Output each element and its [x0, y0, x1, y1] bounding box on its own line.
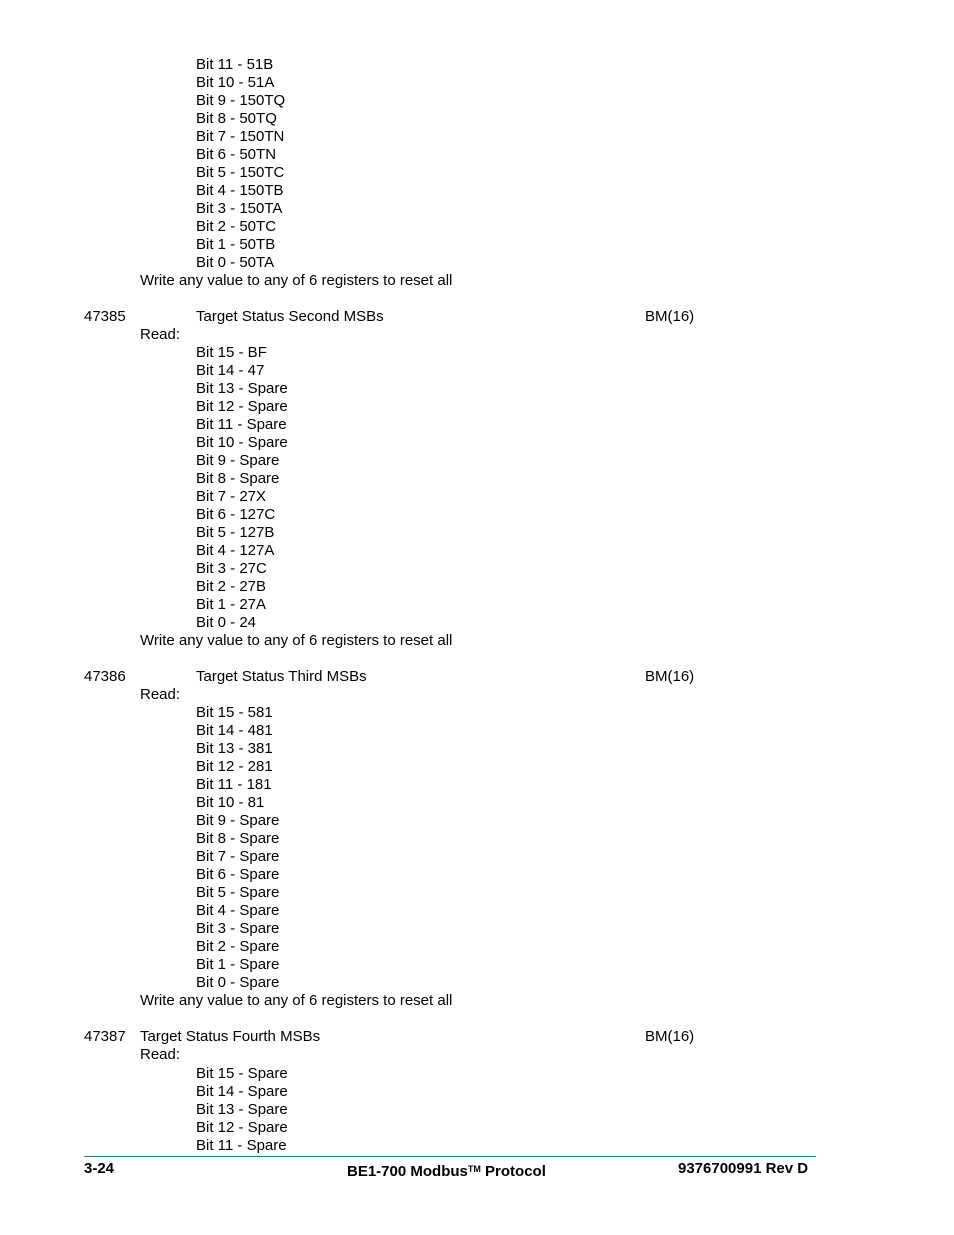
read-label: Read: — [140, 686, 181, 703]
bit-line: Bit 1 - 27A — [196, 596, 267, 613]
bit-line: Bit 14 - 481 — [196, 722, 273, 739]
bit-line: Bit 11 - 181 — [196, 776, 272, 793]
bit-line: Bit 4 - 127A — [196, 542, 275, 559]
bit-line: Bit 3 - 27C — [196, 560, 267, 577]
bit-line: Bit 8 - 50TQ — [196, 110, 277, 127]
bit-line: Bit 14 - 47 — [196, 362, 265, 379]
footer-divider — [84, 1156, 816, 1157]
register-number: 47386 — [84, 668, 126, 685]
bit-line: Bit 8 - Spare — [196, 470, 280, 487]
bit-line: Bit 9 - Spare — [196, 452, 280, 469]
bit-line: Bit 8 - Spare — [196, 830, 280, 847]
register-number: 47387 — [84, 1028, 126, 1045]
footer-title — [347, 1160, 546, 1181]
register-name: Target Status Second MSBs — [196, 308, 384, 325]
bit-line: Bit 5 - Spare — [196, 884, 280, 901]
bit-line: Bit 7 - 150TN — [196, 128, 285, 145]
bit-line: Bit 13 - 381 — [196, 740, 273, 757]
bit-line: Bit 10 - 81 — [196, 794, 265, 811]
trademark-mark: TM — [467, 1164, 481, 1174]
reset-note: Write any value to any of 6 registers to reset all — [140, 992, 453, 1009]
bit-line: Bit 4 - 150TB — [196, 182, 284, 199]
register-type: BM(16) — [645, 1028, 695, 1045]
register-name: Target Status Fourth MSBs — [140, 1028, 321, 1045]
bit-line: Bit 3 - 150TA — [196, 200, 283, 217]
register-type: BM(16) — [645, 668, 695, 685]
reset-note: Write any value to any of 6 registers to reset all — [140, 632, 453, 649]
page-number: 3-24 — [84, 1160, 115, 1177]
bit-line: Bit 12 - Spare — [196, 1119, 288, 1136]
register-type: BM(16) — [645, 308, 695, 325]
bit-line: Bit 2 - Spare — [196, 938, 280, 955]
bit-line: Bit 5 - 150TC — [196, 164, 285, 181]
bit-line: Bit 11 - Spare — [196, 1137, 287, 1154]
bit-line: Bit 0 - Spare — [196, 974, 280, 991]
bit-line: Bit 11 - Spare — [196, 416, 287, 433]
bit-line: Bit 10 - Spare — [196, 434, 288, 451]
bit-line: Bit 4 - Spare — [196, 902, 280, 919]
bit-line: Bit 5 - 127B — [196, 524, 275, 541]
bit-line: Bit 2 - 50TC — [196, 218, 277, 235]
bit-line: Bit 7 - Spare — [196, 848, 280, 865]
footer-title-main: BE1-700 Modbus — [347, 1163, 468, 1180]
bit-line: Bit 11 - 51B — [196, 56, 274, 73]
bit-line: Bit 12 - Spare — [196, 398, 288, 415]
bit-line: Bit 0 - 50TA — [196, 254, 275, 271]
bit-line: Bit 13 - Spare — [196, 380, 288, 397]
bit-line: Bit 7 - 27X — [196, 488, 267, 505]
bit-line: Bit 9 - Spare — [196, 812, 280, 829]
bit-line: Bit 1 - Spare — [196, 956, 280, 973]
bit-line: Bit 6 - 50TN — [196, 146, 277, 163]
bit-line: Bit 6 - Spare — [196, 866, 280, 883]
bit-line: Bit 12 - 281 — [196, 758, 273, 775]
register-number: 47385 — [84, 308, 126, 325]
bit-line: Bit 15 - Spare — [196, 1065, 288, 1082]
bit-line: Bit 9 - 150TQ — [196, 92, 286, 109]
read-label: Read: — [140, 1046, 181, 1063]
register-name: Target Status Third MSBs — [196, 668, 367, 685]
bit-line: Bit 0 - 24 — [196, 614, 257, 631]
bit-line: Bit 1 - 50TB — [196, 236, 276, 253]
read-label: Read: — [140, 326, 181, 343]
bit-line: Bit 10 - 51A — [196, 74, 275, 91]
bit-line: Bit 15 - BF — [196, 344, 267, 361]
bit-line: Bit 6 - 127C — [196, 506, 276, 523]
bit-line: Bit 3 - Spare — [196, 920, 280, 937]
reset-note: Write any value to any of 6 registers to reset all — [140, 272, 453, 289]
bit-line: Bit 2 - 27B — [196, 578, 267, 595]
bit-line: Bit 13 - Spare — [196, 1101, 288, 1118]
bit-line: Bit 15 - 581 — [196, 704, 273, 721]
bit-line: Bit 14 - Spare — [196, 1083, 288, 1100]
document-id: 9376700991 Rev D — [678, 1160, 809, 1177]
footer-title-rest: Protocol — [480, 1163, 546, 1180]
